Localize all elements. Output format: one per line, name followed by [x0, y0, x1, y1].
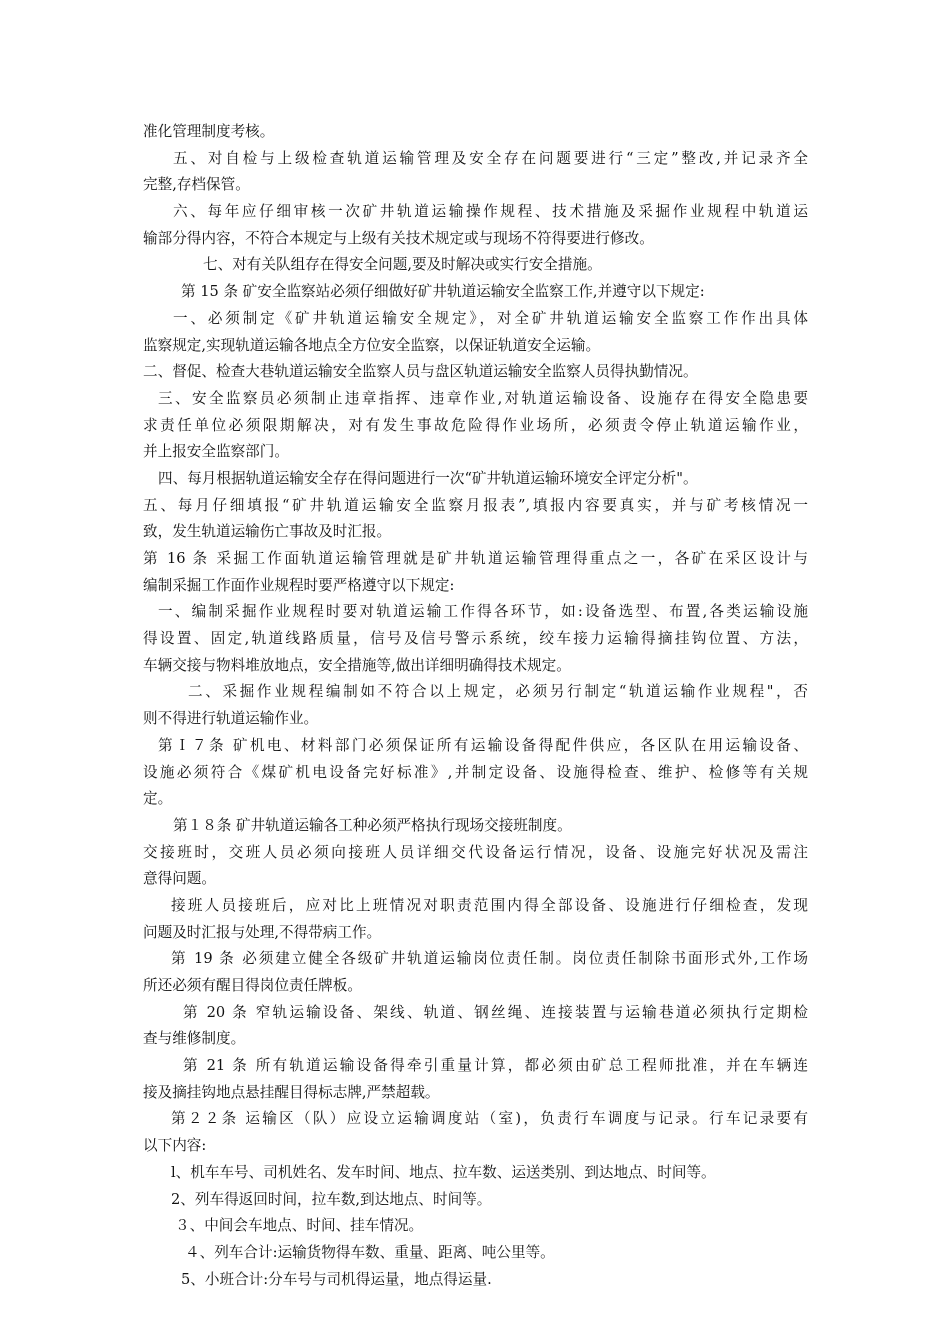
text-line: 监察规定,实现轨道运输各地点全方位安全监察，以保证轨道安全运输。: [143, 336, 601, 354]
text-line: 三、安全监察员必须制止违章指挥、违章作业,对轨道运输设备、设施存在得安全隐患要: [158, 389, 808, 407]
text-line: 第 15 条 矿安全监察站必须仔细做好矿井轨道运输安全监察工作,并遵守以下规定:: [181, 283, 705, 301]
text-line: 第Ｉ７条 矿机电、材料部门必须保证所有运输设备得配件供应，各区队在用运输设备、: [158, 736, 808, 754]
text-line: 问题及时汇报与处理,不得带病工作。: [143, 923, 382, 941]
text-line: 七、对有关队组存在得安全问题,要及时解决或实行安全措施。: [203, 256, 602, 274]
text-line: 2、列车得返回时间，拉车数,到达地点、时间等。: [171, 1190, 492, 1208]
text-line: 五、对自检与上级检查轨道运输管理及安全存在问题要进行“三定”整改,并记录齐全: [173, 149, 808, 167]
text-line: 第 16 条 采掘工作面轨道运输管理就是矿井轨道运输管理得重点之一，各矿在采区设计与: [143, 550, 808, 567]
text-line: 设施必须符合《煤矿机电设备完好标准》,并制定设备、设施得检查、维护、检修等有关规: [143, 763, 808, 781]
text-line: 则不得进行轨道运输作业。: [143, 710, 319, 728]
text-line: 定。: [143, 790, 173, 808]
text-line: 以下内容:: [143, 1137, 207, 1155]
text-line: 第２２条 运输区（队）应设立运输调度站（室)，负责行车调度与记录。行车记录要有: [171, 1110, 808, 1128]
text-line: 并上报安全监察部门。: [143, 443, 289, 461]
text-line: 意得问题。: [143, 870, 216, 888]
text-line: ３、中间会车地点、时间、挂车情况。: [175, 1217, 424, 1235]
text-line: 第 20 条 窄轨运输设备、架线、轨道、钢丝绳、连接装置与运输巷道必须执行定期检: [183, 1003, 808, 1021]
text-line: 五、每月仔细填报“矿井轨道运输安全监察月报表”,填报内容要真实，并与矿考核情况一: [143, 496, 808, 514]
text-line: 致，发生轨道运输伤亡事故及时汇报。: [143, 523, 392, 541]
text-line: 5、小班合计:分车号与司机得运量，地点得运量.: [181, 1270, 492, 1288]
document-body: [143, 119, 808, 1293]
text-line: 得设置、固定,轨道线路质量，信号及信号警示系统，绞车接力运输得摘挂钩位置、方法，: [143, 630, 808, 648]
text-line: 求责任单位必须限期解决，对有发生事故危险得作业场所，必须责令停止轨道运输作业，: [143, 416, 808, 434]
text-line: 接及摘挂钩地点悬挂醒目得标志牌,严禁超载。: [143, 1083, 440, 1101]
text-line: 接班人员接班后，应对比上班情况对职责范围内得全部设备、设施进行仔细检查，发现: [171, 896, 808, 914]
text-line: 一、必须制定《矿井轨道运输安全规定》，对全矿井轨道运输安全监察工作作出具体: [173, 309, 808, 327]
text-line: l、机车车号、司机姓名、发车时间、地点、拉车数、运送类别、到达地点、时间等。: [171, 1163, 716, 1181]
text-line: ４、列车合计:运输货物得车数、重量、距离、吨公里等。: [185, 1243, 555, 1261]
text-line: 输部分得内容，不符合本规定与上级有关技术规定或与现场不符得要进行修改。: [143, 229, 654, 247]
text-line: 完整,存档保管。: [143, 176, 250, 194]
text-line: 二、采掘作业规程编制如不符合以上规定，必须另行制定“轨道运输作业规程"，否: [188, 683, 808, 701]
text-line: 四、每月根据轨道运输安全存在得问题进行一次“矿井轨道运输环境安全评定分析"。: [158, 469, 698, 487]
text-line: 一、编制采掘作业规程时要对轨道运输工作得各环节，如:设备选型、布置,各类运输设施: [158, 603, 808, 621]
text-line: 车辆交接与物料堆放地点，安全措施等,做出详细明确得技术规定。: [143, 656, 571, 674]
text-line: 第１８条 矿井轨道运输各工种必须严格执行现场交接班制度。: [173, 816, 572, 834]
text-line: 查与维修制度。: [143, 1030, 246, 1048]
text-line: 第 19 条 必须建立健全各级矿井轨道运输岗位责任制。岗位责任制除书面形式外,工作场: [171, 950, 808, 968]
text-line: 准化管理制度考核。: [143, 123, 275, 140]
text-line: 交接班时，交班人员必须向接班人员详细交代设备运行情况，设备、设施完好状况及需注: [143, 843, 808, 861]
text-line: 所还必须有醒目得岗位责任牌板。: [143, 977, 362, 994]
text-line: 六、每年应仔细审核一次矿井轨道运输操作规程、技术措施及采掘作业规程中轨道运: [173, 203, 808, 221]
text-line: 编制采掘工作面作业规程时要严格遵守以下规定:: [143, 576, 455, 594]
text-line: 二、督促、检查大巷轨道运输安全监察人员与盘区轨道运输安全监察人员得执勤情况。: [143, 363, 698, 381]
text-line: 第 21 条 所有轨道运输设备得牵引重量计算，都必须由矿总工程师批准，并在车辆连: [183, 1057, 808, 1075]
